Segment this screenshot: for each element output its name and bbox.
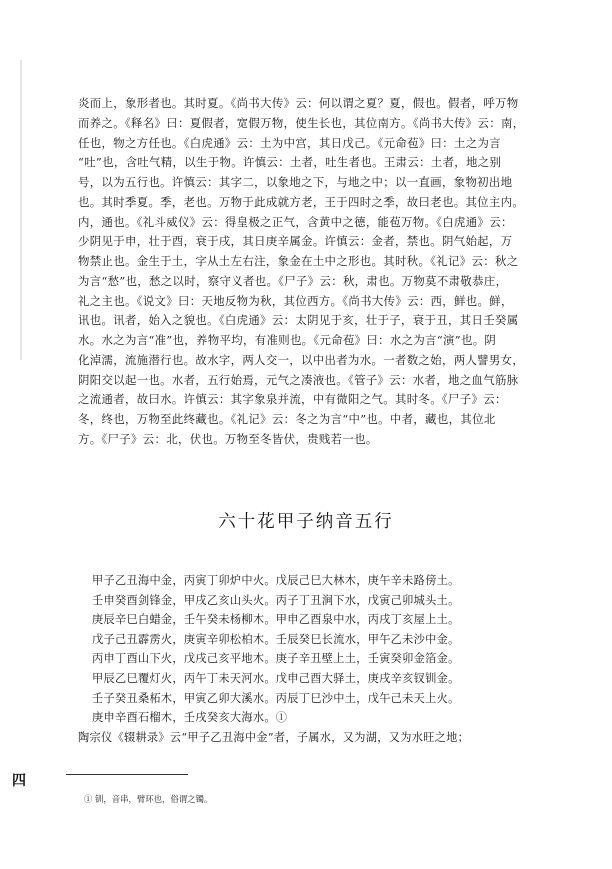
- footnote-divider: [66, 774, 188, 775]
- body-line: 水。水之为言“准”也，养物平均，有准则也。《元命苞》曰：水之为言“演”也。阴: [78, 333, 497, 347]
- body-line: 冬，终也，万物至此终藏也。《礼记》云：冬之为言“中”也。中者，藏也，其位北: [78, 412, 496, 426]
- verse-line: 丙申丁酉山下火，戊戌己亥平地木。庚子辛丑壁上土，壬寅癸卯金箔金。: [92, 652, 460, 666]
- body-line: “吐”也，含吐气精，以生于物。许慎云：土者，吐生者也。王肃云：土者，地之别: [78, 155, 502, 170]
- body-line: 之流通者，故曰水。许慎云：其字象泉并流，中有微阳之气。其时冬。《尸子》云：: [78, 392, 507, 407]
- verse-line: 庚辰辛巳白蜡金，壬午癸未杨柳木。甲申乙酉泉中水，丙戌丁亥屋上土。: [92, 613, 460, 627]
- body-line: 为言“愁”也，愁之以时，察守义者也。《尸子》云：秋，肃也。万物莫不肃敬恭庄，: [78, 273, 508, 288]
- nayin-verse-list: [78, 571, 562, 747]
- verse-line: 甲子乙丑海中金，丙寅丁卯炉中火。戊辰己巳大林木，庚午辛未路傍土。: [92, 574, 460, 587]
- body-line: 礼之主也。《说文》曰：天地反物为秋，其位西方。《尚书大传》云：西，鲜也。鲜，: [78, 293, 513, 308]
- body-line: 而养之。《释名》曰：夏假者，宽假万物，使生长也，其位南方。《尚书大传》云：南，: [78, 115, 525, 130]
- body-line: 少阴见于申，壮于酉，衰于戌，其日庚辛属金。许慎云：金者，禁也。阴气始起，万: [78, 234, 513, 249]
- body-line: 物禁止也。金生于土，字从土左右注，象金在土中之形也。其时秋。《礼记》云：秋之: [78, 254, 519, 268]
- section-title: 六十花甲子纳音五行: [218, 512, 394, 532]
- verse-line: 壬子癸丑桑柘木，甲寅乙卯大溪水。丙辰丁巳沙中土，戊午己未天上火。: [92, 691, 460, 705]
- verse-line: 庚申辛酉石榴木，壬戌癸亥大海水。①: [92, 711, 288, 725]
- body-line: 方。《尸子》云：北，伏也。万物至冬皆伏，贵贱若一也。: [78, 431, 378, 446]
- body-line: 也。其时季夏。季，老也。万物于此成就方老，王于四时之季，故曰老也。其位主内。: [78, 194, 525, 209]
- verse-line: 甲辰乙巳覆灯火，丙午丁未天河水。戊申己酉大驿土，庚戌辛亥钗钏金。: [92, 671, 460, 685]
- body-line: 阴阳交以起一也。水者，五行始焉，元气之凑液也。《管子》云：水者，地之血气筋脉: [78, 372, 519, 387]
- page-number: 四: [12, 773, 26, 789]
- body-line: 内，通也。《礼斗威仪》云：得皇极之正气，含黄中之德，能苞万物。《白虎通》云：: [78, 214, 513, 229]
- body-line: 炎而上，象形者也。其时夏。《尚书大传》云：何以谓之夏？夏，假也。假者，呼万物: [78, 96, 519, 110]
- body-line: 任也，物之方任也。《白虎通》云：土为中宫，其日戊己。《元命苞》曰：土之为言: [78, 135, 502, 150]
- body-line: 讯也。讯者，始入之貌也。《白虎通》云：太阴见于亥，壮于子，衰于丑，其日壬癸属: [78, 313, 519, 328]
- verse-line: 戊子己丑霹雳火，庚寅辛卯松柏木。壬辰癸巳长流水，甲午乙未沙中金。: [92, 632, 460, 646]
- body-line: 号，以为五行也。许慎云：其字二，以象地之下，与地之中；以一直画，象物初出地: [78, 175, 513, 189]
- body-line: 化淖濡，流施潜行也。故水字，两人交一，以中出者为水。一者数之始，两人譬男女，: [78, 352, 525, 367]
- scan-margin-shadow: [20, 60, 22, 360]
- body-paragraph: [78, 94, 558, 450]
- verse-line: 壬申癸酉剑锋金，甲戌乙亥山头火。丙子丁丑涧下水，戊寅己卯城头土。: [92, 593, 460, 607]
- citation-line: 陶宗仪《辍耕录》云“甲子乙丑海中金”者，子属水，又为湖，又为水旺之地；: [78, 730, 470, 744]
- footnote: ① 钏，音串，臂环也，俗谓之镯。: [84, 794, 213, 804]
